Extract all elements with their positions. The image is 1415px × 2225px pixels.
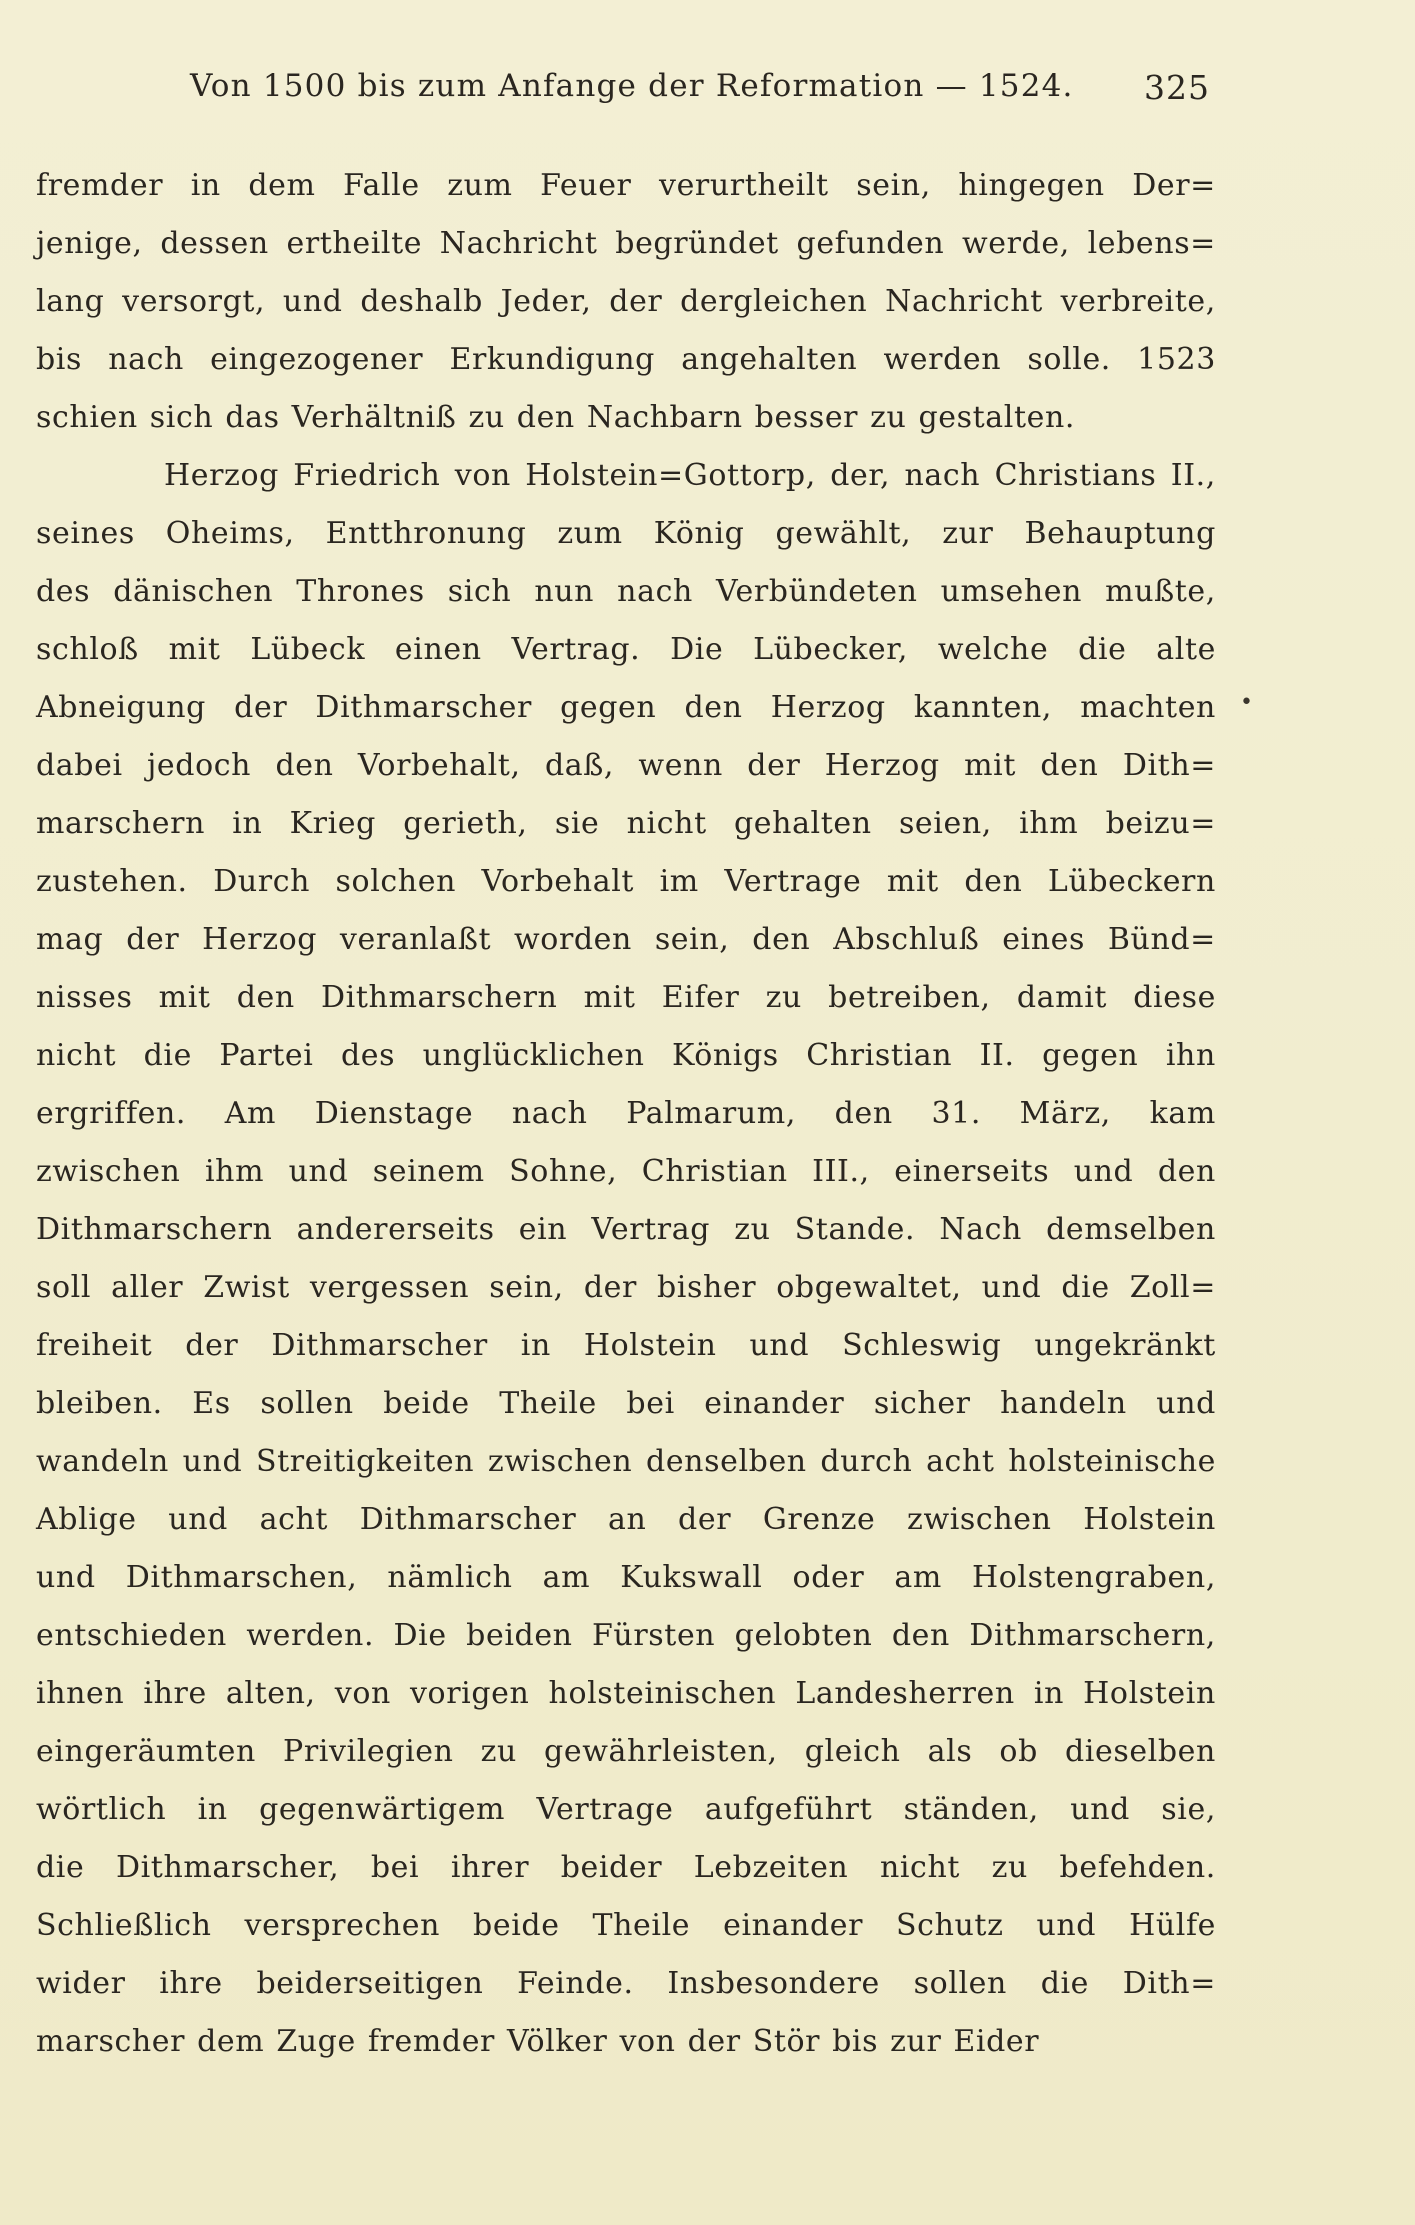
- text-line: freiheit der Dithmarscher in Holstein und Schleswig ungekränkt: [36, 1328, 1216, 1363]
- text-line: Schließlich versprechen beide Theile einander Schutz und Hülfe: [36, 1908, 1216, 1943]
- text-line: eingeräumten Privilegien zu gewährleisten, gleich als ob dieselben: [36, 1734, 1216, 1769]
- text-line: soll aller Zwist vergessen sein, der bisher obgewaltet, und die Zoll=: [36, 1270, 1216, 1305]
- text-line: Dithmarschern andererseits ein Vertrag zu Stande. Nach demselben: [36, 1212, 1216, 1247]
- body-text: [36, 157, 1216, 2071]
- text-line: seines Oheims, Entthronung zum König gewählt, zur Behauptung: [36, 516, 1216, 551]
- text-line: bleiben. Es sollen beide Theile bei einander sicher handeln und: [36, 1386, 1216, 1421]
- text-line: ihnen ihre alten, von vorigen holsteinischen Landesherren in Holstein: [36, 1676, 1216, 1711]
- text-line: jenige, dessen ertheilte Nachricht begründet gefunden werde, lebens=: [36, 226, 1216, 261]
- text-line: zustehen. Durch solchen Vorbehalt im Vertrage mit den Lübeckern: [36, 864, 1216, 899]
- text-line: Ablige und acht Dithmarscher an der Grenze zwischen Holstein: [36, 1502, 1216, 1537]
- text-line: nicht die Partei des unglücklichen Königs Christian II. gegen ihn: [36, 1038, 1216, 1073]
- text-line: des dänischen Thrones sich nun nach Verbündeten umsehen mußte,: [36, 574, 1216, 609]
- text-line: wandeln und Streitigkeiten zwischen denselben durch acht holsteinische: [36, 1444, 1216, 1479]
- text-line: marschern in Krieg gerieth, sie nicht gehalten seien, ihm beizu=: [36, 806, 1216, 841]
- text-line: wörtlich in gegenwärtigem Vertrage aufgeführt ständen, und sie,: [36, 1792, 1216, 1827]
- text-line: schien sich das Verhältniß zu den Nachbarn besser zu gestalten.: [36, 400, 1076, 435]
- page-number: 325: [1144, 68, 1210, 107]
- margin-mark: •: [1240, 690, 1253, 715]
- running-title: Von 1500 bis zum Anfange der Reformation — 1524.: [190, 68, 1074, 104]
- text-line: bis nach eingezogener Erkundigung angehalten werden solle. 1523: [36, 342, 1216, 377]
- text-line: fremder in dem Falle zum Feuer verurtheilt sein, hingegen Der=: [36, 168, 1216, 203]
- text-line: dabei jedoch den Vorbehalt, daß, wenn der Herzog mit den Dith=: [36, 748, 1216, 783]
- text-line: marscher dem Zuge fremder Völker von der Stör bis zur Eider: [36, 2024, 1040, 2059]
- text-line: die Dithmarscher, bei ihrer beider Lebzeiten nicht zu befehden.: [36, 1850, 1216, 1885]
- text-line: schloß mit Lübeck einen Vertrag. Die Lübecker, welche die alte: [36, 632, 1216, 667]
- text-line: zwischen ihm und seinem Sohne, Christian III., einerseits und den: [36, 1154, 1216, 1189]
- text-line: Herzog Friedrich von Holstein=Gottorp, der, nach Christians II.,: [164, 458, 1216, 493]
- text-line: mag der Herzog veranlaßt worden sein, den Abschluß eines Bünd=: [36, 922, 1216, 957]
- text-line: ergriffen. Am Dienstage nach Palmarum, den 31. März, kam: [36, 1096, 1216, 1131]
- text-line: entschieden werden. Die beiden Fürsten gelobten den Dithmarschern,: [36, 1618, 1216, 1653]
- page-header: [190, 68, 1210, 118]
- text-line: nisses mit den Dithmarschern mit Eifer zu betreiben, damit diese: [36, 980, 1216, 1015]
- text-line: und Dithmarschen, nämlich am Kukswall oder am Holstengraben,: [36, 1560, 1216, 1595]
- text-line: wider ihre beiderseitigen Feinde. Insbesondere sollen die Dith=: [36, 1966, 1216, 2001]
- text-line: Abneigung der Dithmarscher gegen den Herzog kannten, machten: [36, 690, 1216, 725]
- text-line: lang versorgt, und deshalb Jeder, der dergleichen Nachricht verbreite,: [36, 284, 1216, 319]
